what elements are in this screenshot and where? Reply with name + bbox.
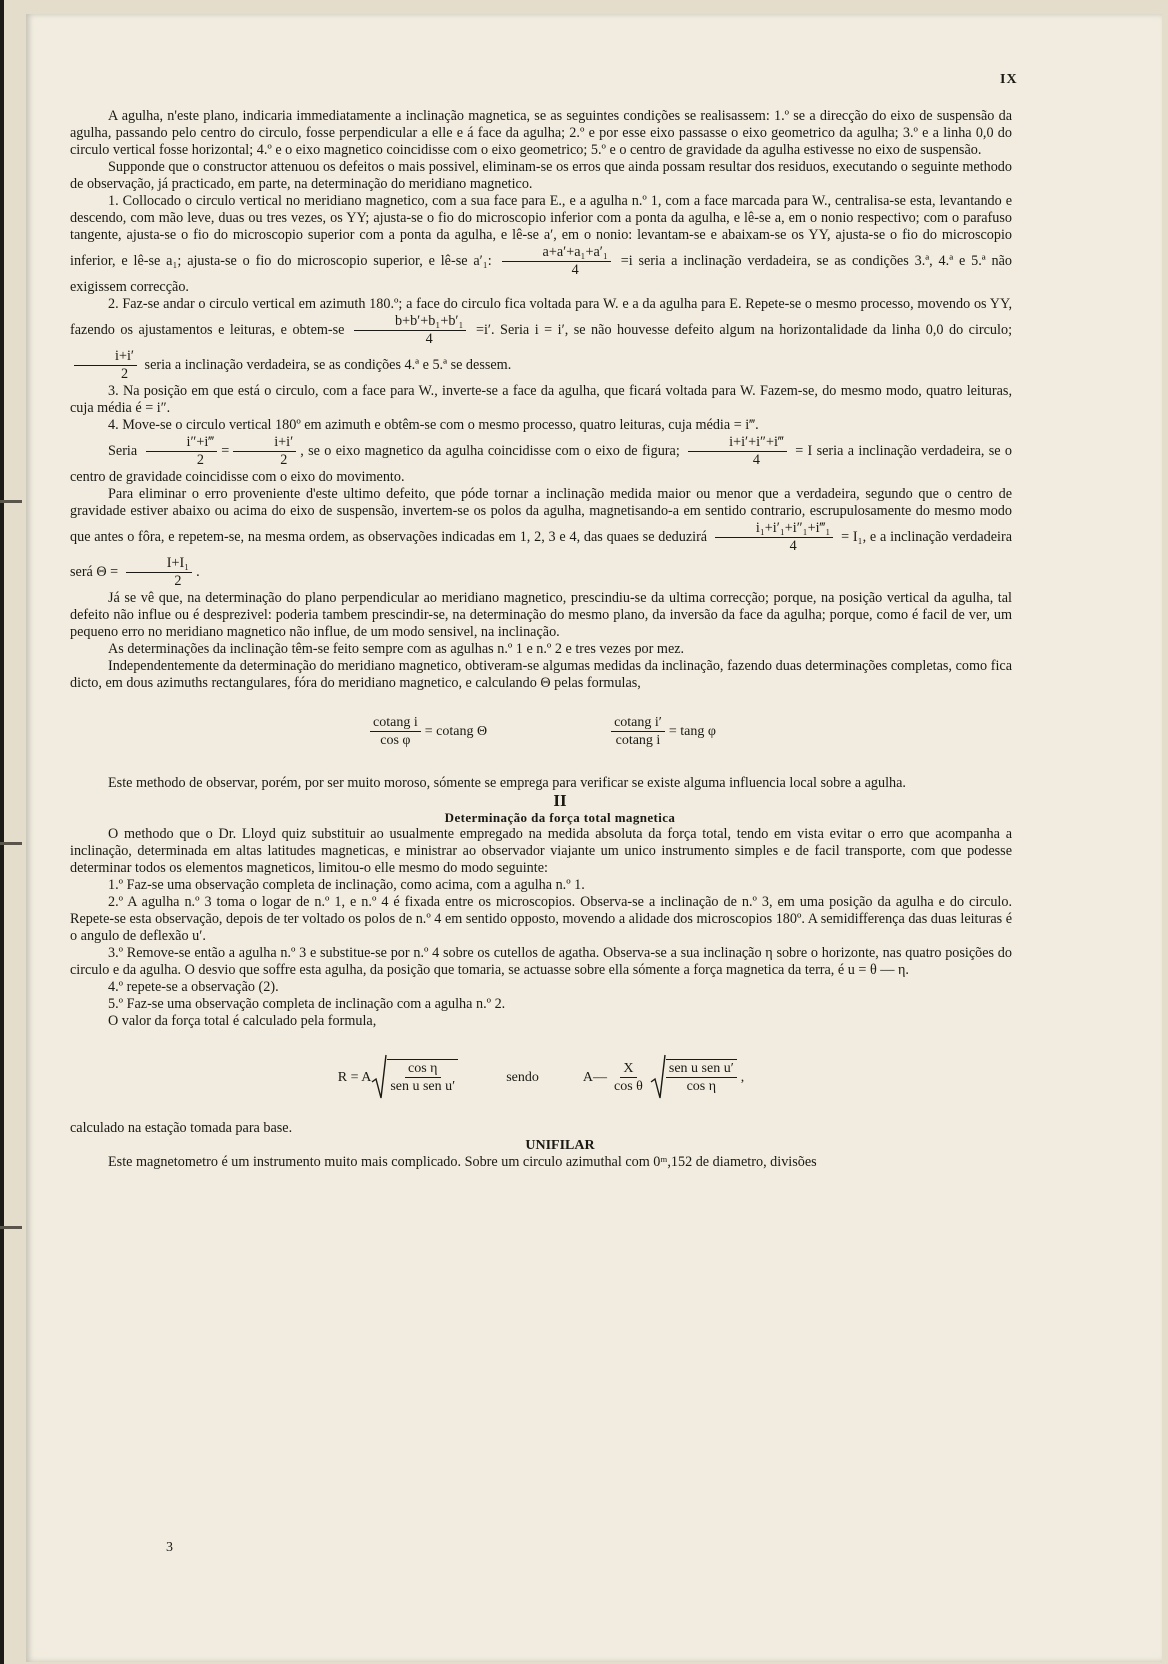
fraction-numerator: i+i′ <box>74 348 137 366</box>
equation-row <box>70 714 1012 749</box>
fraction-numerator: cotang i′ <box>611 714 665 732</box>
section-number: II <box>553 791 567 810</box>
formula-lhs: A— <box>582 1069 607 1085</box>
fraction <box>611 714 665 749</box>
fraction <box>666 1059 737 1095</box>
equation-rhs: = cotang Θ <box>424 724 488 739</box>
fraction <box>611 1060 646 1095</box>
paragraph: Supponde que o constructor attenuou os defeitos o mais possivel, eliminam-se os erros que ainda possam resultar dos residuos, executando o seguinte methodo de observação, já practicado, em parte, na determinação do meridiano magnetico. <box>70 159 1012 192</box>
fraction-denominator: 4 <box>789 538 797 554</box>
fraction <box>370 714 421 749</box>
paragraph: 3. Na posição em que está o circulo, com a face para W., inverte-se a face da agulha, que ficará voltada para W. Fazem-se, do mesmo modo, quatro leituras, cuja média é = i″. <box>70 383 1012 416</box>
margin-mark <box>0 1226 22 1229</box>
formula-row <box>70 1054 1012 1100</box>
page-number: IX <box>1000 72 1018 87</box>
fraction-numerator: i₁+i′₁+i″₁+i‴₁ <box>715 520 833 538</box>
text-span: =i seria a inclinação verdadeira, se as condições 3.ª, 4.ª e 5.ª não exigissem correcção. <box>70 252 1013 295</box>
paragraph: O methodo que o Dr. Lloyd quiz substituir ao usualmente empregado na medida absoluta da força total, tendo em vista evitar o erro que acompanha a inclinação, determinada em altas latitudes magneticas, e ministrar ao observador viajante um unico instrumento simples e de facil transporte, com que podesse determinar todos os elementos magneticos, limitou-o elle mesmo do modo seguinte: <box>70 826 1012 876</box>
body-text <box>70 108 1012 1171</box>
fraction-numerator: i″+i‴ <box>146 434 218 452</box>
fraction-numerator: cotang i <box>370 714 421 732</box>
fraction-denominator: 4 <box>425 331 433 347</box>
equation <box>607 714 716 749</box>
radical-sign-icon <box>650 1054 666 1100</box>
signature-mark: 3 <box>166 1540 173 1555</box>
fraction-numerator: X <box>620 1060 636 1078</box>
square-root <box>371 1054 462 1100</box>
fraction-denominator: 2 <box>120 366 129 382</box>
formula-lhs: R = A <box>337 1069 372 1085</box>
fraction-numerator: i+i′+i″+i‴ <box>688 434 787 452</box>
fraction-numerator: cos η <box>405 1060 440 1078</box>
paragraph: Este magnetometro é um instrumento muito mais complicado. Sobre um circulo azimuthal com 0ᵐ,152 de diametro, divisões <box>108 1154 817 1170</box>
fraction <box>74 348 137 383</box>
fraction-denominator: cos θ <box>614 1078 643 1094</box>
text-span: , se o eixo magnetico da agulha coincidisse com o eixo de figura; <box>300 442 680 459</box>
fraction-denominator: cos φ <box>380 733 411 748</box>
section-heading: UNIFILAR <box>525 1138 595 1153</box>
fraction-numerator: a+a′+a₁+a′₁ <box>502 244 611 262</box>
text-span: 2. Faz-se andar o circulo vertical em azimuth 180.º; a face do circulo fica voltada para W. e a da agulha para E. Repete-se o mesmo processo, movendo os YY, fazendo os ajustamentos e leituras, e obtem-se <box>70 296 1012 338</box>
paragraph: 5.º Faz-se uma observação completa de inclinação com a agulha n.º 2. <box>108 996 506 1012</box>
fraction-numerator: I+I₁ <box>126 555 192 573</box>
fraction <box>688 434 787 469</box>
fraction-numerator: i+i′ <box>233 434 296 452</box>
text-span: = I₁, e a inclinação verdadeira será Θ = <box>70 528 1013 580</box>
fraction <box>715 520 833 555</box>
fraction-denominator: 4 <box>752 452 761 468</box>
paragraph: 4. Move-se o circulo vertical 180º em azimuth e obtêm-se com o mesmo processo, quatro leituras, cuja média = i‴. <box>108 417 759 433</box>
fraction-denominator: 2 <box>196 452 204 468</box>
paragraph: 3.º Remove-se então a agulha n.º 3 e substitue-se por n.º 4 sobre os cutellos de agatha. Observa-se a sua inclinação η sobre o horizonte, nas quatro posições do circulo e da agulha. O desvio que soffre esta agulha, da posição que tomaria, se actuasse sobre ella sómente a força magnetica da terra, é u = θ — η. <box>70 945 1012 978</box>
square-root <box>650 1054 741 1100</box>
fraction-denominator: cos η <box>686 1079 717 1094</box>
paragraph: Independentemente da determinação do meridiano magnetico, obtiveram-se algumas medidas da inclinação, fazendo duas determinações completas, como fica dicto, em dous azimuths rectangulares, fóra do meridiano magnetico, e calculando Θ pelas formulas, <box>70 658 1012 691</box>
paragraph <box>70 296 1012 383</box>
margin-mark <box>0 500 22 503</box>
fraction-denominator: cotang i <box>615 733 661 748</box>
paragraph: Seria $\frac{i''+i‴}{2}$ = $\frac{i+i'}{2}$ , se o eixo magnetico da agulha coincidisse com o eixo de figura; $\frac{i+i'+i''+i‴}{4}$ = I seria a inclinação verdadeira, se o centro de gravidade coincidisse com o eixo do movimento. <box>70 434 1013 485</box>
text-span: 1. Collocado o circulo vertical no meridiano magnetico, com a sua face para E., e a agulha n.º 1, com a face marcada para W., centralisa-se esta, levantando e descendo, com mão leve, duas ou tres vezes, os YY; ajusta-se o fio do microscopio inferior com a ponta da agulha, e lê-se a, em o nonio respectivo; com o parafuso tangente, ajusta-se o fio do microscopio superior com a ponta da agulha, e lê-se a′, em o nonio: levantam-se e abaixam-se os YY, ajusta-se o fio do microscopio inferior, e lê-se a₁; ajusta-se o fio do microscopio superior, e lê-se a′₁: <box>70 193 1012 269</box>
paragraph: As determinações da inclinação têm-se feito sempre com as agulhas n.º 1 e n.º 2 e tres vezes por mez. <box>108 641 685 657</box>
scan-edge <box>0 0 4 1664</box>
fraction <box>233 434 296 469</box>
fraction <box>146 434 218 469</box>
fraction <box>126 555 192 590</box>
paragraph: Já se vê que, na determinação do plano perpendicular ao meridiano magnetico, prescindiu-se da ultima correcção; porque, na posição vertical da agulha, tal defeito não influe ou é desprezivel: poderia tambem prescindir-se, na determinação do mesmo plano, da inversão da face da agulha; porque, como é facil de ver, um pequeno erro no meridiano magnetico não influe, de um modo sensivel, na inclinação. <box>70 590 1012 640</box>
radical-sign-icon <box>371 1054 387 1100</box>
paragraph: 2.º A agulha n.º 3 toma o logar de n.º 1, e n.º 4 é fixada entre os microscopios. Observa-se a inclinação de n.º 3, em uma posição da agulha e do circulo. Repete-se esta observação, depois de ter voltado os polos de n.º 4 em sentido opposto, movendo a alidade dos microscopios 180º. A semidifferença das duas leituras é o angulo de deflexão u′. <box>70 894 1012 944</box>
paragraph: Este methodo de observar, porém, por ser muito moroso, sómente se emprega para verificar se existe alguma influencia local sobre a agulha. <box>108 775 906 791</box>
fraction-denominator: 4 <box>571 262 579 278</box>
paragraph: A agulha, n'este plano, indicaria immediatamente a inclinação magnetica, se as seguintes condições se realisassem: 1.º se a direcção do eixo de suspensão da agulha, passando pelo centro do circulo, fosse perpendicular a elle e á face da agulha; 2.º e por esse eixo passasse o eixo geometrico da agulha; 3.º e a linha 0,0 do circulo vertical fosse horizontal; 4.º e o eixo magnetico coincidisse com o eixo geometrico; 5.º e o centro de gravidade da agulha estivesse no eixo de suspensão. <box>70 108 1012 158</box>
text-span: = I seria a inclinação verdadeira, se o centro de gravidade coincidisse com o eixo do movimento. <box>70 442 1013 485</box>
text-span: Seria <box>108 442 138 459</box>
fraction-numerator: sen u sen u′ <box>666 1060 737 1078</box>
paragraph: Para eliminar o erro proveniente d'este ultimo defeito, que póde tornar a inclinação medida maior ou menor que a verdadeira, segundo que o centro de gravidade estiver abaixo ou acima do eixo de suspensão, invertem-se os polos da agulha, magnetisando-a em sentido contrario, escrupulosamente do mesmo modo que antes o fôra, e repetem-se, na mesma ordem, as observações indicadas em 1, 2, 3 e 4, das quaes se deduzirá $\frac{\text{i₁+i′₁+i″₁+i‴₁}}{4}$ = I₁, e a inclinação verdadeira será Θ = $\frac{\text{I+I₁}}{2}$ . <box>70 486 1013 589</box>
text-span: =i′. Seria i = i′, se não houvesse defeito algum na horizontalidade da linha 0,0 do circulo; <box>475 321 1013 338</box>
fraction-numerator: b+b′+b₁+b′₁ <box>354 313 466 331</box>
fraction-denominator: 2 <box>280 452 288 468</box>
section-heading: Determinação da força total magnetica <box>444 810 676 825</box>
fraction-denominator: sen u sen u′ <box>390 1079 456 1094</box>
formula-force <box>338 1054 462 1100</box>
fraction <box>387 1059 458 1095</box>
paragraph <box>70 193 1012 296</box>
text-span: seria a inclinação verdadeira, se as condições 4.ª e 5.ª se dessem. <box>144 356 512 373</box>
fraction-denominator: 2 <box>174 573 182 589</box>
text-span: Para eliminar o erro proveniente d'este ultimo defeito, que póde tornar a inclinação medida maior ou menor que a verdadeira, segundo que o centro de gravidade estiver abaixo ou acima do eixo de suspensão, invertem-se os polos da agulha, magnetisando-a em sentido contrario, escrupulosamente do mesmo modo que antes o fôra, e repetem-se, na mesma ordem, as observações indicadas em 1, 2, 3 e 4, das quaes se deduzirá <box>70 486 1012 545</box>
equation-rhs: = tang φ <box>668 724 716 739</box>
margin-mark <box>0 842 22 845</box>
paragraph: calculado na estação tomada para base. <box>70 1120 293 1136</box>
formula-connector: sendo <box>506 1069 539 1085</box>
paragraph: O valor da força total é calculado pela formula, <box>108 1013 377 1029</box>
fraction <box>354 313 466 348</box>
formula-a <box>583 1054 744 1100</box>
equation <box>366 714 487 749</box>
paragraph: 1.º Faz-se uma observação completa de inclinação, como acima, com a agulha n.º 1. <box>108 877 585 893</box>
fraction <box>502 244 611 279</box>
formula-comma: , <box>740 1069 745 1085</box>
paragraph: 4.º repete-se a observação (2). <box>108 979 279 995</box>
